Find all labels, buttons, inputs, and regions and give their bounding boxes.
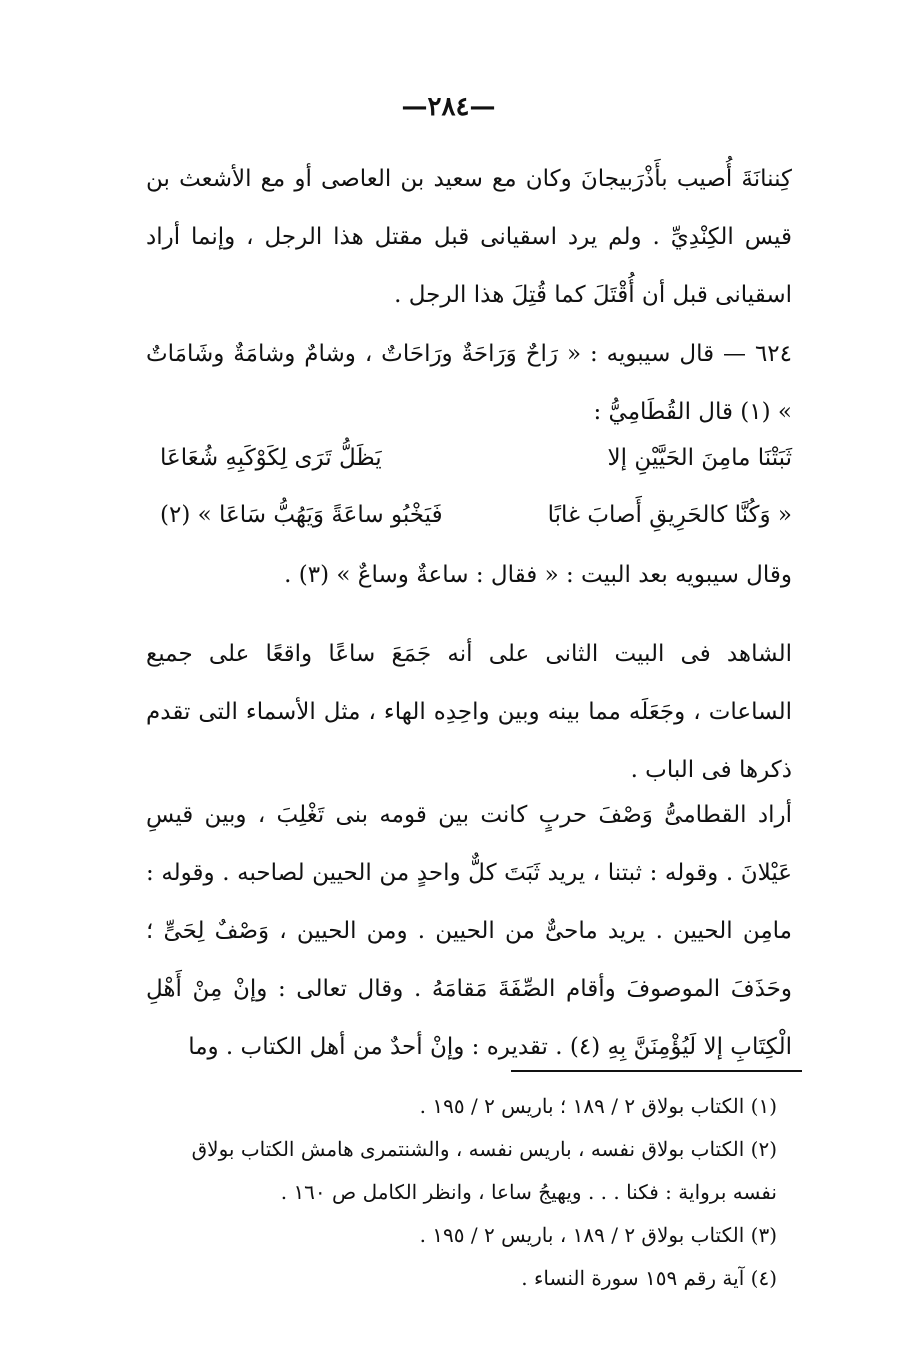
paragraph-entry-624: ٦٢٤ — قال سيبويه : « رَاحٌ وَرَاحَةٌ ورَاحَاتٌ ، وشامٌ وشامَةٌ وشَامَاتٌ » (١) قال القُطَامِيُّ : bbox=[146, 341, 792, 425]
footnote-4: (٤) آية رقم ١٥٩ سورة النساء . bbox=[521, 1266, 777, 1290]
sibawayh-remark: وقال سيبويه بعد البيت : « فقال : ساعةٌ وساعٌ » (٣) . bbox=[284, 562, 792, 588]
paragraph-continuation: كِننانَةَ أُصيب بأَذْرَبيجانَ وكان مع سعيد بن العاصى أو مع الأشعث بن قيس الكِنْدِيِّ . ولم يرد اسقيانى قبل مقتل هذا الرجل ، وإنما أراد اسقيانى قبل أن أُقْتَلَ كما قُتِلَ هذا الرجل . bbox=[146, 166, 792, 308]
verse-1-first-hemistich: ثَبَتْنَا مامِنَ الحَيَّيْنِ إلا bbox=[607, 445, 792, 471]
verse-line-2 bbox=[160, 502, 792, 542]
footnote-divider bbox=[511, 1070, 802, 1072]
verse-2-second-hemistich: فَيَخْبُو ساعَةً وَيَهُبُّ سَاعَا » (٢) bbox=[160, 502, 443, 528]
footnotes bbox=[146, 1085, 777, 1300]
verse-2-first-hemistich: « وَكُنَّا كالحَرِيقِ أَصابَ غابًا bbox=[547, 502, 792, 528]
verse-1-second-hemistich: يَظَلُّ تَرَى لِكَوْكَبِهِ شُعَاعَا bbox=[160, 445, 382, 471]
footnote-3: (٣) الكتاب بولاق ٢ / ١٨٩ ، باريس ٢ / ١٩٥ . bbox=[419, 1223, 777, 1247]
footnote-1: (١) الكتاب بولاق ٢ / ١٨٩ ؛ باريس ٢ / ١٩٥ . bbox=[419, 1094, 777, 1118]
verse-line-1 bbox=[160, 445, 792, 485]
footnote-2: (٢) الكتاب بولاق نفسه ، باريس نفسه ، والشنتمرى هامش الكتاب بولاق نفسه برواية : فكنا . . . ويهيجُ ساعا ، وانظر الكامل ص ١٦٠ . bbox=[191, 1137, 777, 1204]
paragraph-shahid: الشاهد فى البيت الثانى على أنه جَمَعَ ساعًا واقعًا على جميع الساعات ، وجَعَلَه مما بينه وبين واحِدِه الهاء ، مثل الأسماء التى تقدم ذكرها فى الباب . bbox=[146, 641, 792, 783]
page-number: —٢٨٤— bbox=[401, 92, 496, 122]
paragraph-explanation: أراد القطامىُّ وَصْفَ حربٍ كانت بين قومه بنى تَغْلِبَ ، وبين قيسِ عَيْلانَ . وقوله : ثبتنا ، يريد ثَبَتَ كلٌّ واحدٍ من الحيين لصاحبه . وقوله : مامِن الحيين . يريد ماحىٌّ من الحيين . ومن الحيين ، وَصْفٌ لِحَىٍّ ؛ وحَذَفَ الموصوفَ وأقام الصِّفَةَ مَقامَهُ . وقال تعالى : وإنْ مِنْ أَهْلِ الْكِتَابِ إلا لَيُؤْمِنَنَّ بِهِ (٤) . تقديره : وإنْ أحدٌ من أهل الكتاب . وما bbox=[146, 802, 792, 1060]
